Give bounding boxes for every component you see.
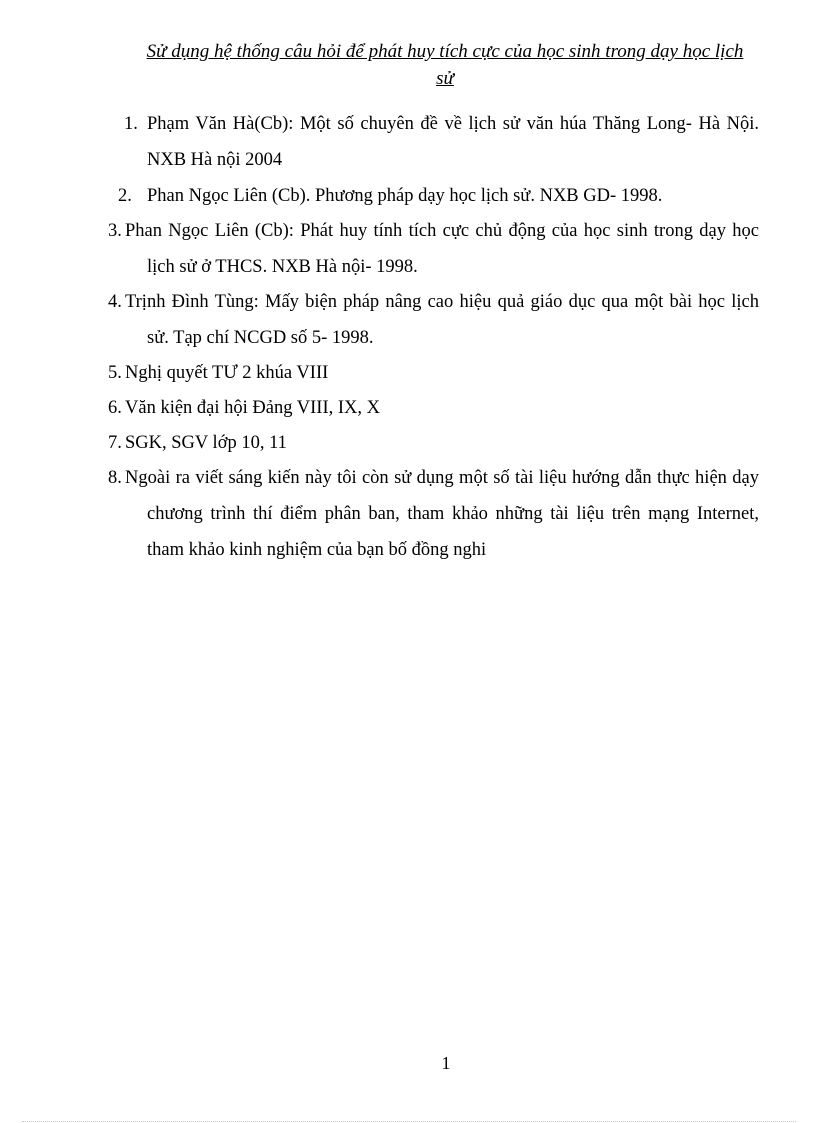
reference-line: Trịnh Đình Tùng: Mấy biện pháp nâng cao hiệu quả giáo dục qua một bài học lịch: [125, 292, 759, 312]
header-title-line-2: sử: [436, 68, 454, 89]
reference-line: chương trình thí điểm phân ban, tham khảo những tài liệu trên mạng Internet,: [147, 504, 759, 524]
reference-number: 3.: [108, 221, 122, 241]
reference-line: NXB Hà nội 2004: [147, 150, 283, 170]
reference-line: Phạm Văn Hà(Cb): Một số chuyên đề về lịch sử văn húa Thăng Long- Hà Nội.: [147, 114, 759, 134]
reference-number: 8.: [108, 468, 122, 488]
reference-number: 2.: [118, 186, 132, 206]
running-header: [110, 38, 780, 92]
header-title-line-1: Sử dụng hệ thống câu hỏi để phát huy tích cực của học sinh trong dạy học lịch: [146, 41, 744, 62]
reference-number: 1.: [124, 114, 138, 134]
reference-line: Phan Ngọc Liên (Cb). Phương pháp dạy học lịch sử. NXB GD- 1998.: [147, 186, 663, 206]
reference-line: sử. Tạp chí NCGD số 5- 1998.: [147, 328, 374, 348]
reference-line: Nghị quyết TƯ 2 khúa VIII: [125, 363, 329, 383]
reference-number: 5.: [108, 363, 122, 383]
reference-line: tham khảo kinh nghiệm của bạn bố đồng nghi: [147, 540, 487, 560]
reference-line: Văn kiện đại hội Đảng VIII, IX, X: [125, 398, 380, 418]
reference-line: SGK, SGV lớp 10, 11: [125, 433, 287, 453]
reference-line: Phan Ngọc Liên (Cb): Phát huy tính tích cực chủ động của học sinh trong dạy học: [125, 221, 759, 241]
reference-line: lịch sử ở THCS. NXB Hà nội- 1998.: [147, 257, 418, 277]
reference-number: 7.: [108, 433, 122, 453]
page-bottom-divider: [22, 1121, 796, 1122]
reference-number: 4.: [108, 292, 122, 312]
page-number: 1: [441, 1053, 451, 1073]
reference-number: 6.: [108, 398, 122, 418]
reference-line: Ngoài ra viết sáng kiến này tôi còn sử dụng một số tài liệu hướng dẫn thực hiện dạy: [125, 468, 759, 488]
